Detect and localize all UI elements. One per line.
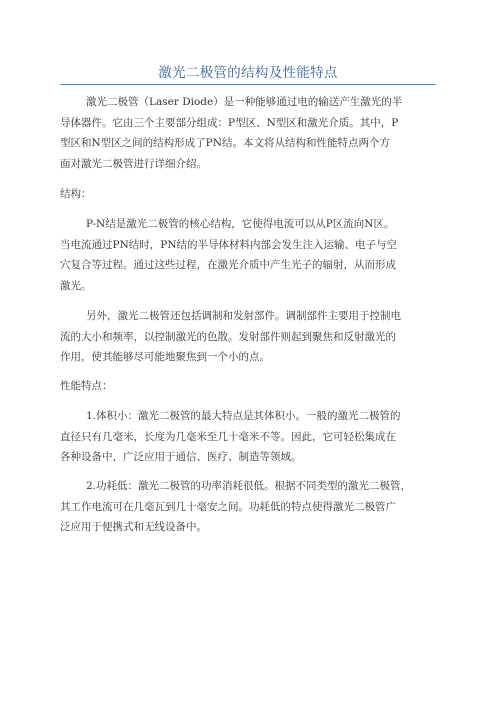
paragraph-line: 激光二极管（Laser Diode）是一种能够通过电的输送产生激光的半 <box>86 96 403 108</box>
title-underline <box>60 84 436 85</box>
paragraph-line: 1.体积小：激光二极管的最大特点是其体积小。一般的激光二极管的 <box>86 410 401 422</box>
paragraph-line: 其工作电流可在几毫瓦到几十毫安之间。功耗低的特点使得激光二极管广 <box>60 501 396 513</box>
paragraph-line: 面对激光二极管进行详细介绍。 <box>60 158 207 170</box>
paragraph-line: 流的大小和频率，以控制激光的色散。发射部件则起到聚焦和反射激光的 <box>60 331 396 343</box>
paragraph-line: 型区和N型区之间的结构形成了PN结。本文将从结构和性能特点两个方 <box>60 137 390 149</box>
paragraph-line: 激光。 <box>60 280 92 292</box>
paragraph-line: P-N结是激光二极管的核心结构，它使得电流可以从P区流向N区。 <box>86 218 395 230</box>
paragraph-line: 当电流通过PN结时，PN结的半导体材料内部会发生注入运输、电子与空 <box>60 239 398 251</box>
paragraph-line: 导体器件。它由三个主要部分组成：P型区、N型区和激光介质。其中，P <box>60 117 399 129</box>
section-heading: 结构： <box>60 188 92 200</box>
paragraph-line: 2.功耗低：激光二极管的功率消耗很低。根据不同类型的激光二极管， <box>86 480 412 492</box>
paragraph-line: 各种设备中，广泛应用于通信、医疗、制造等领域。 <box>60 451 302 463</box>
paragraph-line: 另外，激光二极管还包括调制和发射部件。调制部件主要用于控制电 <box>86 310 401 322</box>
paragraph-line: 泛应用于便携式和无线设备中。 <box>60 521 207 533</box>
paragraph-line: 直径只有几毫米，长度为几毫米至几十毫米不等。因此，它可轻松集成在 <box>60 431 396 443</box>
document-title: 激光二极管的结构及性能特点 <box>158 65 338 81</box>
paragraph-line: 作用，使其能够尽可能地聚焦到一个小的点。 <box>60 351 270 363</box>
paragraph-line: 穴复合等过程。通过这些过程，在激光介质中产生光子的辐射，从而形成 <box>60 259 396 271</box>
section-heading: 性能特点： <box>60 380 113 392</box>
